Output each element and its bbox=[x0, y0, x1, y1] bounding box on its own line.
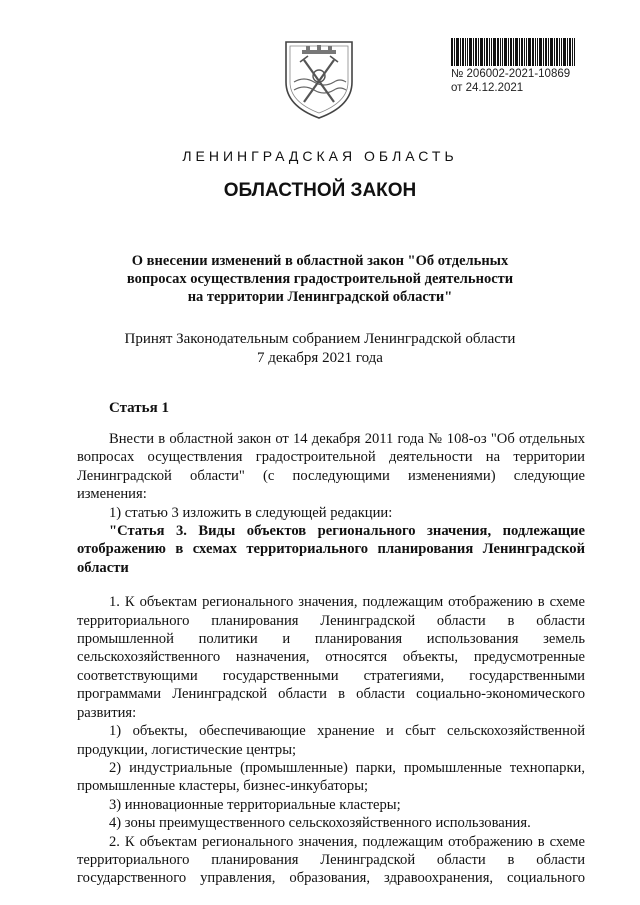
law-title-line: на территории Ленинградской области" bbox=[187, 289, 453, 305]
registration-number: № 206002-2021-10869 bbox=[451, 68, 571, 80]
list-item: 2) индустриальные (промышленные) парки, промышленные технопарки, промышленные кластеры, бизнес-инкубаторы; bbox=[77, 759, 585, 795]
region-name: ЛЕНИНГРАДСКАЯ ОБЛАСТЬ bbox=[182, 148, 458, 164]
law-title-line: О внесении изменений в областной закон "Об отдельных bbox=[131, 253, 509, 269]
law-title-line: вопросах осуществления градостроительной деятельности bbox=[126, 271, 514, 287]
adoption-line: 7 декабря 2021 года bbox=[257, 350, 383, 366]
law-type: ОБЛАСТНОЙ ЗАКОН bbox=[223, 180, 417, 201]
registration-date: от 24.12.2021 bbox=[451, 82, 524, 94]
paragraph: 1. К объектам регионального значения, подлежащим отображению в схеме территориального планирования Ленинградской области в области промышленной политики и планирования использования земель сельскохозяйственного назначения, относятся объекты, предусмотренные соответствующими государственными стратегиями, государственными программами Ленинградской области в области социально-экономического развития: bbox=[77, 594, 585, 721]
barcode-icon bbox=[451, 38, 575, 66]
list-item: 3) инновационные территориальные кластеры; bbox=[109, 796, 401, 813]
article-heading: Статья 1 bbox=[109, 400, 169, 416]
paragraph: 2. К объектам регионального значения, подлежащим отображению в схеме территориального планирования Ленинградской области в области государственного управления, образования, здравоохранения, социального bbox=[77, 833, 585, 887]
list-item: 1) объекты, обеспечивающие хранение и сбыт сельскохозяйственной продукции, логистические центры; bbox=[77, 723, 585, 758]
coat-of-arms-icon bbox=[280, 36, 358, 122]
adoption-note bbox=[90, 330, 550, 368]
article-body bbox=[77, 430, 585, 888]
list-item: 4) зоны преимущественного сельскохозяйственного использования. bbox=[109, 815, 531, 832]
amendment-item: 1) статью 3 изложить в следующей редакции: bbox=[109, 504, 393, 521]
law-title bbox=[100, 252, 540, 306]
adoption-line: Принят Законодательным собранием Ленинградской области bbox=[124, 331, 516, 347]
article-intro: Внести в областной закон от 14 декабря 2011 года № 108-оз "Об отдельных вопросах осуществления градостроительной деятельности на территории Ленинградской области" (с последующими изменениями) следующие изменения: bbox=[77, 431, 585, 503]
quoted-article-heading: "Статья 3. Виды объектов регионального значения, подлежащие отображению в схемах территориального планирования Ленинградской области bbox=[77, 523, 585, 576]
